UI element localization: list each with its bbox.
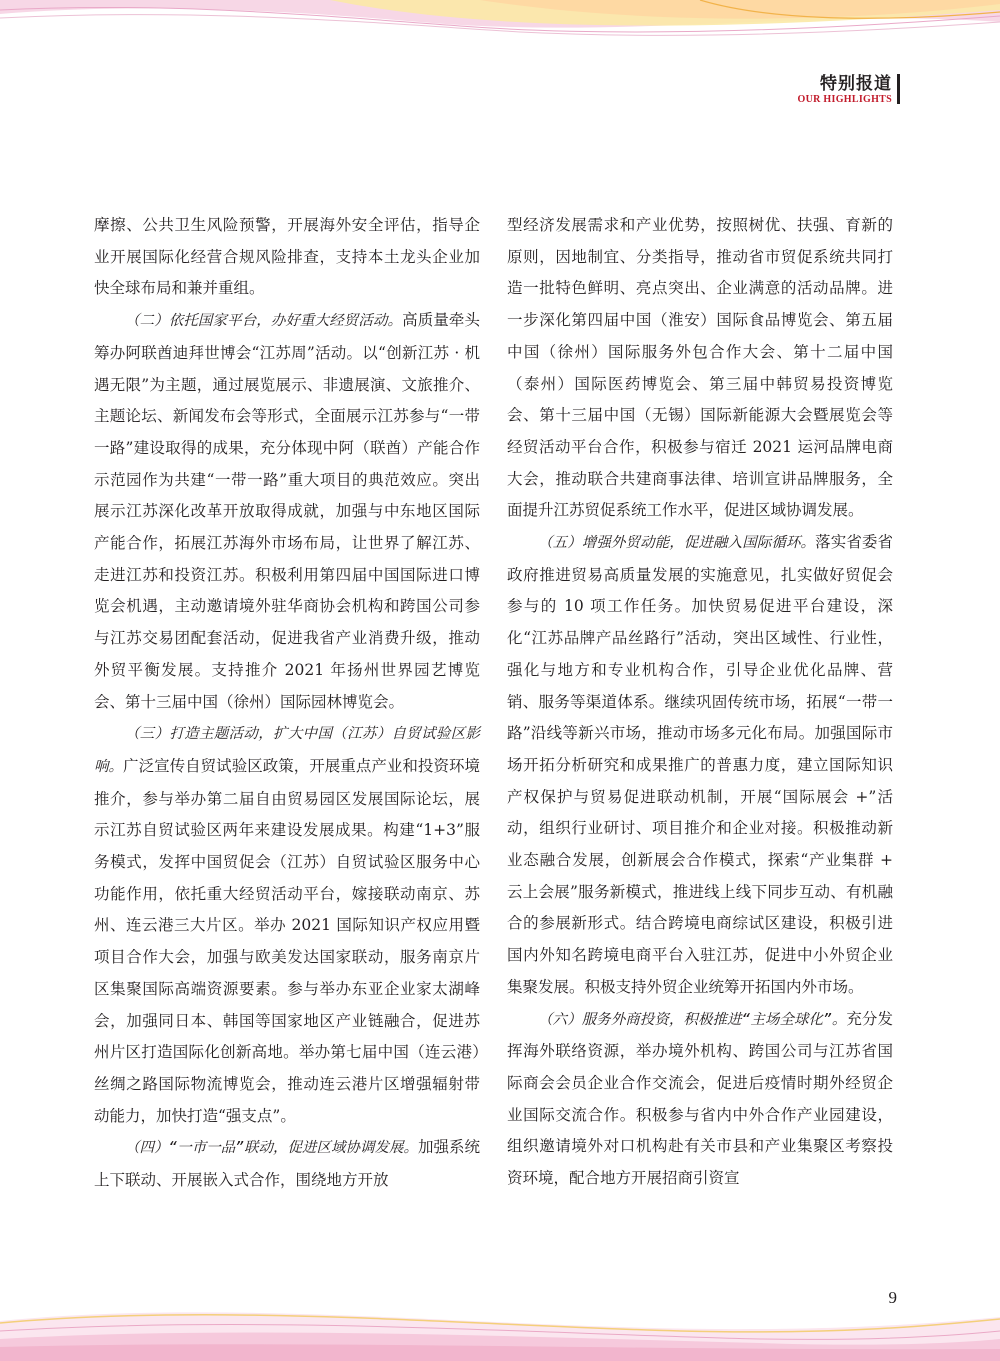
section-title: 特别报道	[820, 74, 892, 94]
left-column	[94, 210, 480, 1197]
section-5-body: 落实省委省政府推进贸易高质量发展的实施意见，扎实做好贸促会参与的 10 项工作任务。加快贸易促进平台建设，深化“江苏品牌产品丝路行”活动，突出区域性、行业性，强化与地方和专业机构合作，引导企业优化品牌、营销、服务等渠道体系。继续巩固传统市场，拓展“一带一路”沿线等新兴市场，推动市场多元化布局。加强国际市场开拓分析研究和成果推广的普惠力度，建立国际知识产权保护与贸易促进联动机制，开展“国际展会 +”活动，组织行业研讨、项目推介和企业对接。积极推动新业态融合发展，创新展会合作模式，探索“产业集群 + 云上会展”服务新模式，推进线上线下同步互动、有机融合的参展新形式。结合跨境电商综试区建设，积极引进国内外知名跨境电商平台入驻江苏，促进中小外贸企业集聚发展。积极支持外贸企业统筹开拓国内外市场。	[507, 533, 893, 996]
right-column	[507, 210, 893, 1195]
section-2-heading: （二）依托国家平台，办好重大经贸活动。	[125, 313, 403, 330]
section-5-heading: （五）增强外贸动能，促进融入国际循环。	[538, 535, 816, 552]
section-6-body: 充分发挥海外联络资源，举办境外机构、跨国公司与江苏省国际商会会员企业合作交流会，促进后疫情时期外经贸企业国际交流合作。积极参与省内中外合作产业园建设，组织邀请境外对口机构赴有关市县和产业集聚区考察投资环境，配合地方开展招商引资宣	[507, 1009, 893, 1188]
section-subtitle: OUR HIGHLIGHTS	[797, 94, 892, 105]
bottom-wave-graphic	[0, 1281, 1000, 1361]
section-4-body: 加强系统上下联动、开展嵌入式合作，围绕地方开放	[94, 1138, 480, 1190]
section-3-body: 广泛宣传自贸试验区政策，开展重点产业和投资环境推介，参与举办第二届自由贸易园区发展国际论坛，展示江苏自贸试验区两年来建设发展成果。构建“1+3”服务模式，发挥中国贸促会（江苏）自贸试验区服务中心功能作用，依托重大经贸活动平台，嫁接联动南京、苏州、连云港三大片区。举办 2021 国际知识产权应用暨项目合作大会，加强与欧美发达国家联动，服务南京片区集聚国际高端资源要素。参与举办东亚企业家太湖峰会，加强同日本、韩国等国家地区产业链融合，促进苏州片区打造国际化创新高地。举办第七届中国（连云港）丝绸之路国际物流博览会，推动连云港片区增强辐射带动能力，加快打造“强支点”。	[94, 756, 480, 1125]
top-decorative-band	[0, 0, 1000, 70]
section-header	[798, 74, 893, 106]
paragraph-section-5	[507, 527, 893, 1004]
section-3-heading: （三）打造主题活动，扩大中国（江苏）自贸试验区影响。	[94, 726, 480, 775]
section-6-heading: （六）服务外商投资，积极推进“主场全球化”。	[538, 1011, 847, 1028]
paragraph-continued: 摩擦、公共卫生风险预警，开展海外安全评估，指导企业开展国际化经营合规风险排查，支持本土龙头企业加快全球布局和兼并重组。	[94, 216, 480, 298]
section-2-body: 高质量牵头筹办阿联酋迪拜世博会“江苏周”活动。以“创新江苏 · 机遇无限”为主题，通过展览展示、非遗展演、文旅推介、主题论坛、新闻发布会等形式，全面展示江苏参与“一带一路”建设取得的成果，充分体现中阿（联酋）产能合作示范园作为共建“一带一路”重大项目的典范效应。突出展示江苏深化改革开放取得成就，加强与中东地区国际产能合作，拓展江苏海外市场布局，让世界了解江苏、走进江苏和投资江苏。积极利用第四届中国国际进口博览会机遇，主动邀请境外驻华商协会机构和跨国公司参与江苏交易团配套活动，促进我省产业消费升级，推动外贸平衡发展。支持推介 2021 年扬州世界园艺博览会、第十三届中国（徐州）国际园林博览会。	[94, 311, 480, 711]
page-number: 9	[888, 1288, 897, 1307]
bottom-decorative-band	[0, 1281, 1000, 1361]
paragraph-section-2	[94, 305, 480, 718]
paragraph-section-3	[94, 718, 480, 1132]
header-divider-bar	[897, 74, 900, 104]
section-4-heading: （四）“一市一品”联动，促进区域协调发展。	[125, 1140, 418, 1157]
paragraph-section-4	[94, 1132, 480, 1196]
paragraph-continued-right: 型经济发展需求和产业优势，按照树优、扶强、育新的原则，因地制宜、分类指导，推动省市贸促系统共同打造一批特色鲜明、亮点突出、企业满意的活动品牌。进一步深化第四届中国（淮安）国际食品博览会、第五届中国（徐州）国际服务外包合作大会、第十二届中国（泰州）国际医药博览会、第三届中韩贸易投资博览会、第十三届中国（无锡）国际新能源大会暨展览会等经贸活动平台合作，积极参与宿迁 2021 运河品牌电商大会，推动联合共建商事法律、培训宣讲品牌服务，全面提升江苏贸促系统工作水平，促进区域协调发展。	[507, 216, 893, 520]
top-wave-graphic	[0, 0, 1000, 70]
paragraph-section-6	[507, 1004, 893, 1195]
